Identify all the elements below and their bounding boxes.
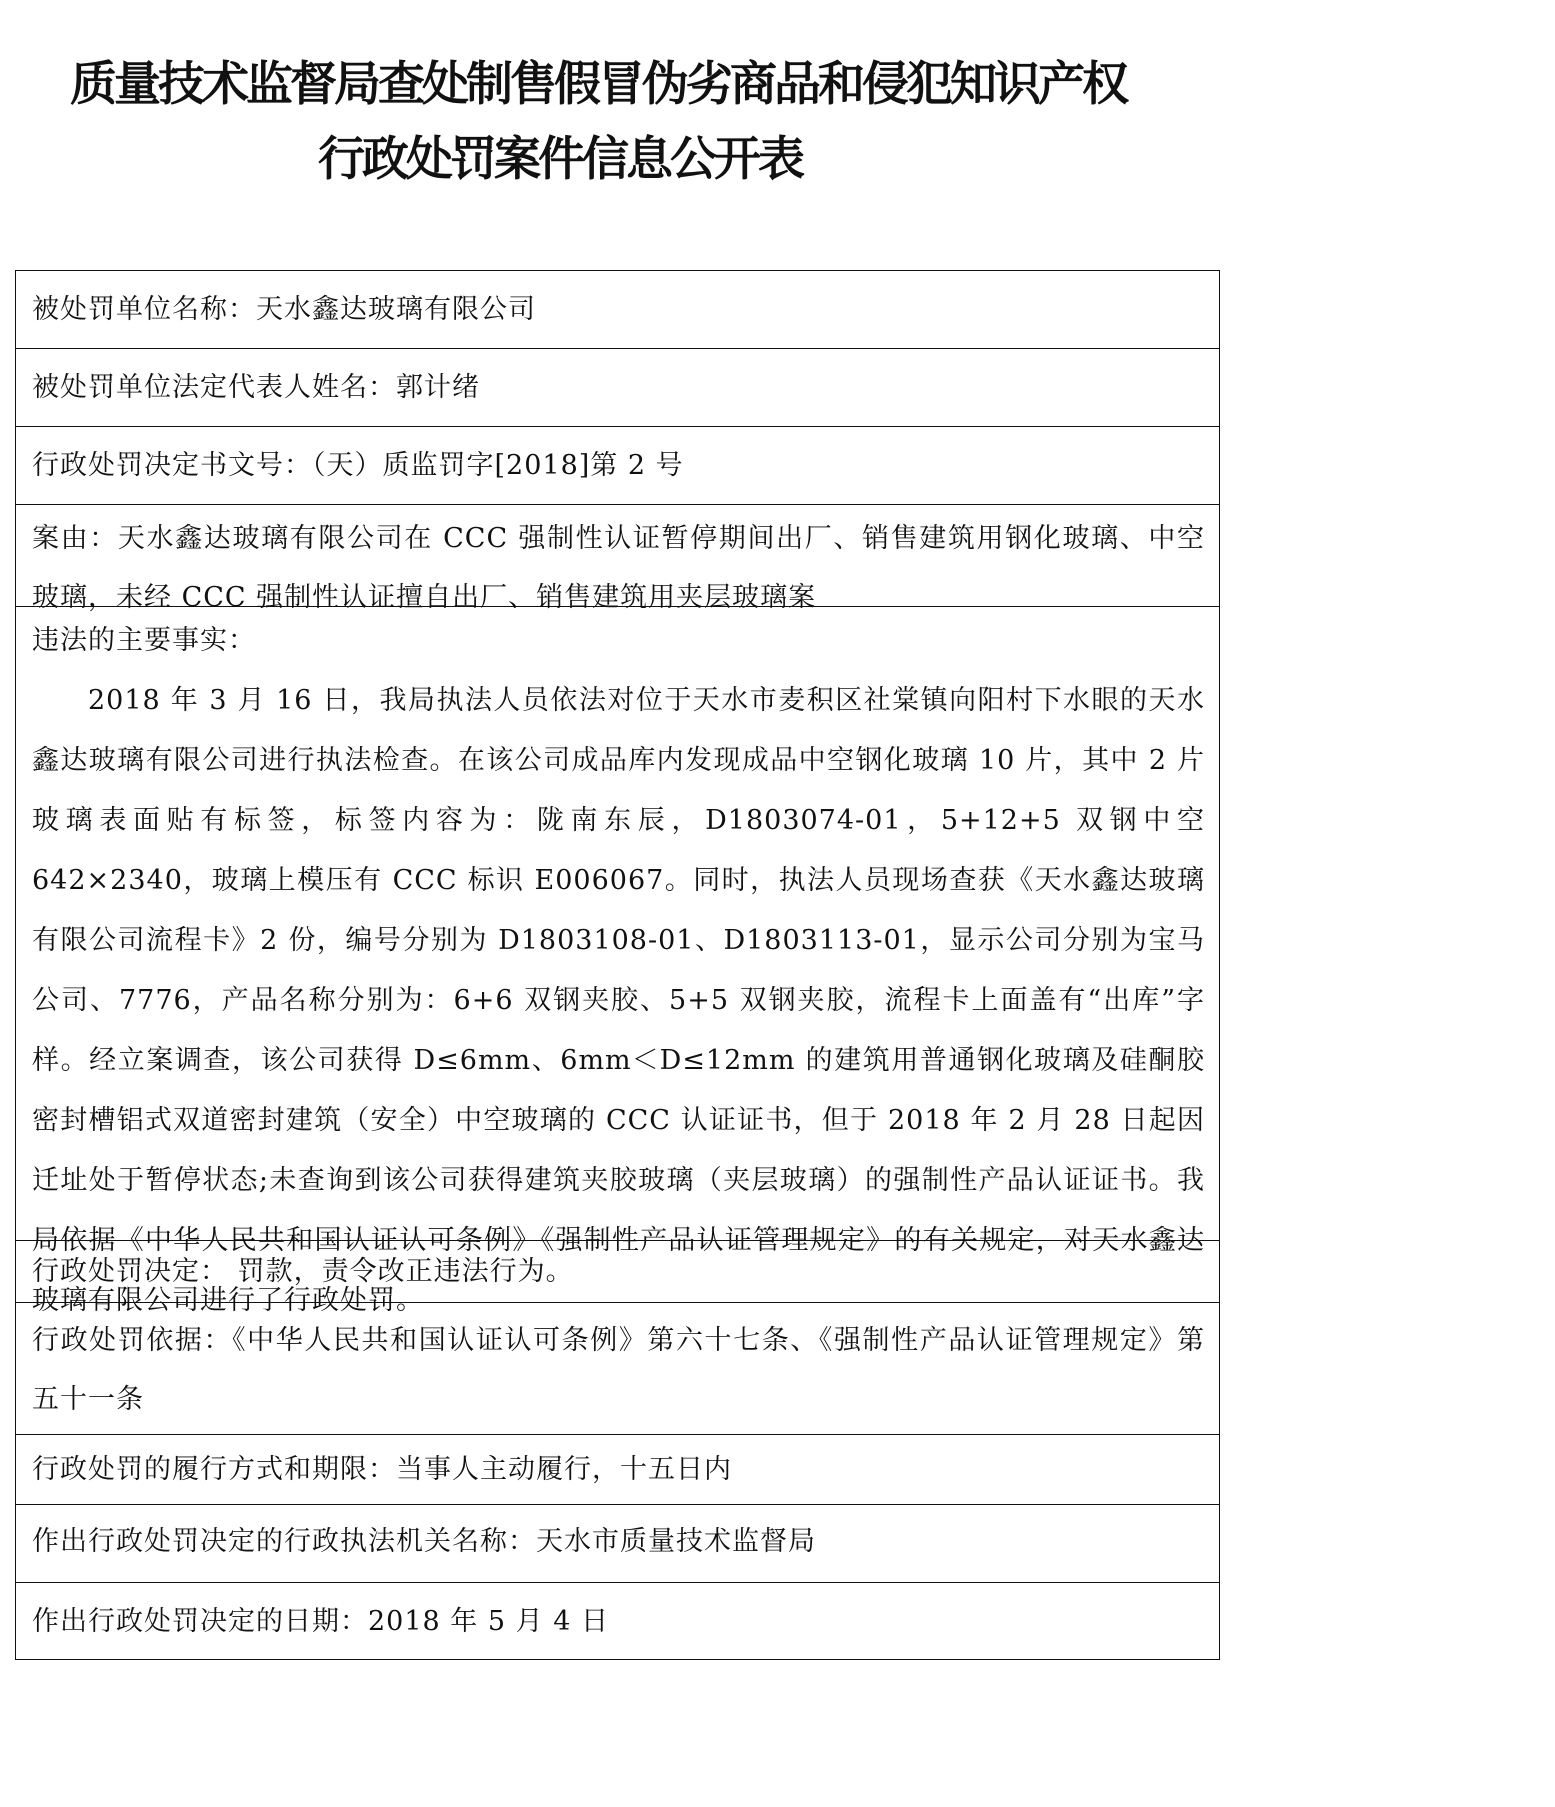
- case-info-table: [15, 270, 1220, 1660]
- document-title-line-2: 行政处罚案件信息公开表: [318, 132, 802, 187]
- row-decision-number: [16, 427, 1219, 505]
- row-legal-representative: [16, 349, 1219, 427]
- row-decision-date: [16, 1583, 1219, 1659]
- row-unit-name: [16, 271, 1219, 349]
- row-case-cause: [16, 505, 1219, 613]
- unit-name-text: 被处罚单位名称：天水鑫达玻璃有限公司: [32, 294, 536, 325]
- document-title-line-1: 质量技术监督局查处制售假冒伪劣商品和侵犯知识产权: [70, 57, 1126, 112]
- main-facts-body: 2018 年 3 月 16 日，我局执法人员依法对位于天水市麦积区社棠镇向阳村下水眼的天水鑫达玻璃有限公司进行执法检查。在该公司成品库内发现成品中空钢化玻璃 10 片，其中 2 片玻璃表面贴有标签，标签内容为：陇南东辰，D1803074-01，5+12+5 双钢中空 642×2340，玻璃上模压有 CCC 标识 E006067。同时，执法人员现场查获《天水鑫达玻璃有限公司流程卡》2 份，编号分别为 D1803108-01、D1803113-01，显示公司分别为宝马公司、7776，产品名称分别为：6+6 双钢夹胶、5+5 双钢夹胶，流程卡上面盖有“出库”字样。经立案调查，该公司获得 D≤6mm、6mm＜D≤12mm 的建筑用普通钢化玻璃及硅酮胶密封槽铝式双道密封建筑（安全）中空玻璃的 CCC 认证证书，但于 2018 年 2 月 28 日起因迁址处于暂停状态;未查询到该公司获得建筑夹胶玻璃（夹层玻璃）的强制性产品认证证书。我局依据《中华人民共和国认证认可条例》《强制性产品认证管理规定》的有关规定，对天水鑫达玻璃有限公司进行了行政处罚。: [32, 685, 1205, 1316]
- legal-representative-text: 被处罚单位法定代表人姓名：郭计绪: [32, 372, 480, 403]
- row-penalty-basis: [16, 1303, 1219, 1435]
- row-execution: [16, 1435, 1219, 1505]
- row-authority: [16, 1505, 1219, 1583]
- case-cause-text: 案由：天水鑫达玻璃有限公司在 CCC 强制性认证暂停期间出厂、销售建筑用钢化玻璃、中空玻璃，未经 CCC 强制性认证擅自出厂、销售建筑用夹层玻璃案: [32, 523, 1205, 613]
- main-facts-label: 违法的主要事实：: [32, 625, 256, 656]
- decision-date-text: 作出行政处罚决定的日期：2018 年 5 月 4 日: [32, 1606, 609, 1637]
- penalty-basis-text: 行政处罚依据：《中华人民共和国认证认可条例》第六十七条、《强制性产品认证管理规定》第五十一条: [32, 1325, 1205, 1415]
- decision-number-text: 行政处罚决定书文号：（天）质监罚字[2018]第 2 号: [32, 450, 684, 481]
- authority-text: 作出行政处罚决定的行政执法机关名称：天水市质量技术监督局: [32, 1526, 816, 1557]
- penalty-decision-text: 行政处罚决定： 罚款，责令改正违法行为。: [32, 1256, 574, 1287]
- execution-text: 行政处罚的履行方式和期限：当事人主动履行，十五日内: [32, 1454, 732, 1485]
